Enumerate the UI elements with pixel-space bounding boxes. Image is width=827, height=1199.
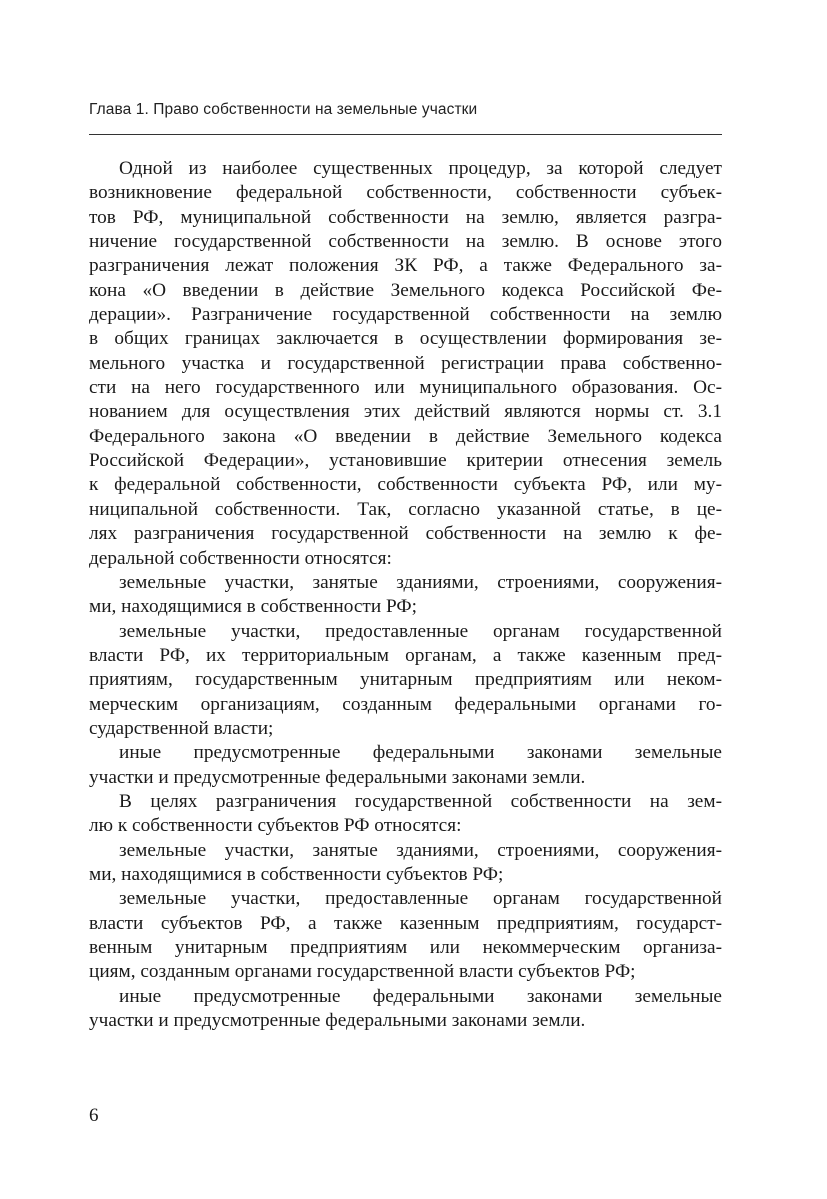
running-head: Глава 1. Право собственности на земельные участки — [89, 101, 478, 118]
text-line: нованием для осуществления этих действий являются нормы ст. 3.1 — [89, 401, 722, 423]
text-line: сти на него государственного или муниципального образования. Ос- — [89, 377, 722, 399]
text-line: земельные участки, предоставленные органам государственной — [119, 620, 722, 642]
text-line: разграничения лежат положения ЗК РФ, а также Федерального за- — [89, 255, 722, 277]
text-line: сударственной власти; — [89, 717, 274, 739]
text-line: приятиям, государственным унитарным предприятиям или неком- — [89, 669, 722, 691]
text-line: кона «О введении в действие Земельного кодекса Российской Фе- — [89, 279, 722, 301]
text-line: к федеральной собственности, собственности субъекта РФ, или му- — [89, 474, 722, 496]
text-line: лю к собственности субъектов РФ относятся: — [89, 815, 462, 837]
text-line: земельные участки, предоставленные органам государственной — [119, 888, 722, 910]
text-line: в общих границах заключается в осуществлении формирования зе- — [89, 328, 722, 350]
text-line: дерации». Разграничение государственной собственности на землю — [89, 304, 722, 326]
text-line: земельные участки, занятые зданиями, строениями, сооружения- — [119, 571, 722, 593]
text-line: Одной из наиболее существенных процедур, за которой следует — [119, 158, 722, 179]
text-line: Федерального закона «О введении в действие Земельного кодекса — [89, 425, 722, 447]
paragraph — [89, 157, 722, 571]
text-line: возникновение федеральной собственности, собственности субъек- — [89, 182, 722, 204]
text-line: иные предусмотренные федеральными законами земельные — [119, 985, 722, 1007]
paragraph — [89, 571, 722, 620]
paragraph — [89, 620, 722, 742]
text-line: ми, находящимися в собственности субъектов РФ; — [89, 863, 504, 885]
text-line: участки и предусмотренные федеральными законами земли. — [89, 1010, 586, 1032]
text-line: венным унитарным предприятиям или некоммерческим организа- — [89, 937, 722, 958]
body-text — [89, 157, 722, 1033]
text-line: ми, находящимися в собственности РФ; — [89, 596, 417, 618]
text-line: ничение государственной собственности на землю. В основе этого — [89, 231, 722, 253]
text-line: Российской Федерации», установившие критерии отнесения земель — [89, 450, 722, 472]
text-line: циям, созданным органами государственной власти субъектов РФ; — [89, 961, 636, 983]
text-line: власти субъектов РФ, а также казенным предприятиям, государст- — [89, 912, 722, 934]
text-line: тов РФ, муниципальной собственности на землю, является разгра- — [89, 206, 722, 228]
text-line: участки и предусмотренные федеральными законами земли. — [89, 766, 586, 788]
paragraph — [89, 839, 722, 888]
text-line: земельные участки, занятые зданиями, строениями, сооружения- — [119, 839, 722, 861]
header-rule — [89, 134, 722, 135]
text-line: лях разграничения государственной собственности на землю к фе- — [89, 523, 722, 545]
text-line: мельного участка и государственной регистрации права собственно- — [89, 352, 722, 374]
text-line: мерческим организациям, созданным федеральными органами го- — [89, 693, 722, 715]
text-line: деральной собственности относятся: — [89, 547, 392, 569]
paragraph — [89, 741, 722, 790]
text-line: ниципальной собственности. Так, согласно указанной статье, в це- — [89, 498, 722, 520]
text-line: власти РФ, их территориальным органам, а также казенным пред- — [89, 644, 722, 666]
paragraph — [89, 985, 722, 1034]
paragraph — [89, 790, 722, 839]
paragraph — [89, 887, 722, 984]
page-number: 6 — [89, 1105, 99, 1126]
text-line: иные предусмотренные федеральными законами земельные — [119, 742, 722, 764]
text-line: В целях разграничения государственной собственности на зем- — [119, 790, 722, 812]
